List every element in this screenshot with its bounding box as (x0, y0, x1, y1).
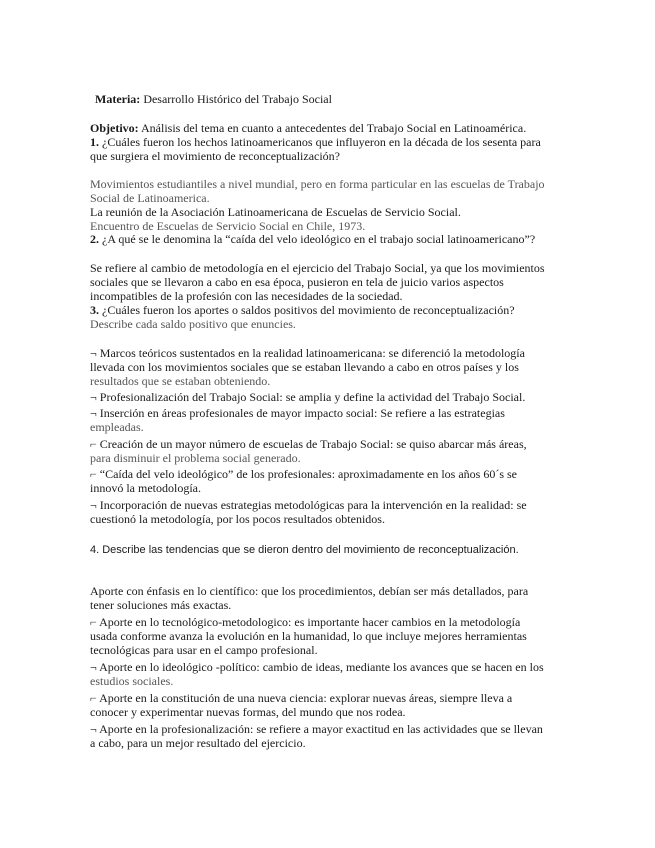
q3-line (90, 303, 515, 317)
q4-item-line: ⌐ Aporte en lo tecnológico-metodologico: es importante hacer cambios en la metodología (90, 615, 521, 629)
q3-item-line: para disminuir el problema social generado. (90, 451, 301, 465)
q4-item-line: estudios sociales. (90, 674, 174, 688)
q3-item-line: empleadas. (90, 420, 144, 434)
q3-item-line: llevada con los movimientos sociales que se estaban llevando a cabo en otros países y los (90, 360, 519, 374)
q2-text: ¿A qué se le denomina la “caída del velo ideológico en el trabajo social latinoamericano”? (102, 232, 536, 246)
q2-answer-1: Se refiere al cambio de metodología en el ejercicio del Trabajo Social, ya que los movimientos (90, 261, 545, 275)
q4-item-line: tecnológicas para usar en el campo profesional. (90, 643, 318, 657)
materia-value: Desarrollo Histórico del Trabajo Social (143, 92, 332, 106)
q3-item-line: ⌐ “Caída del velo ideológico” de los profesionales: aproximadamente en los años 60´s se (90, 467, 517, 481)
objetivo-label: Objetivo: (90, 121, 139, 135)
objetivo-line (90, 121, 526, 135)
q3-number: 3. (90, 303, 99, 317)
materia-line (95, 92, 332, 106)
q4-item-line: ¬ Aporte en la profesionalización: se refiere a mayor exactitud en las actividades que se llevan (90, 722, 543, 736)
q4-heading: 4. Describe las tendencias que se dieron dentro del movimiento de reconceptualización. (90, 544, 519, 556)
q1-answer-3: La reunión de la Asociación Latinoamericana de Escuelas de Servicio Social. (90, 205, 461, 219)
objetivo-text: Análisis del tema en cuanto a antecedentes del Trabajo Social en Latinoamérica. (141, 121, 527, 135)
q3-item-line: ¬ Profesionalización del Trabajo Social: se amplia y define la actividad del Trabajo Social. (90, 390, 526, 404)
q4-item-line: a cabo, para un mejor resultado del ejercicio. (90, 736, 306, 750)
materia-label: Materia: (95, 92, 141, 106)
q4-item-line: tener soluciones más exactas. (90, 598, 232, 612)
q1-number: 1. (90, 135, 99, 149)
q3-subtext: Describe cada saldo positivo que enuncies. (90, 317, 296, 331)
q3-text: ¿Cuáles fueron los aportes o saldos positivos del movimiento de reconceptualización? (102, 303, 515, 317)
q3-item-line: innovó la metodología. (90, 481, 201, 495)
q3-item-line: ¬ Marcos teóricos sustentados en la realidad latinoamericana: se diferenció la metodología (90, 346, 525, 360)
q4-item-line: conocer y experimentar nuevas formas, del mundo que nos rodea. (90, 705, 406, 719)
q1-answer-4: Encuentro de Escuelas de Servicio Social en Chile, 1973. (90, 219, 366, 233)
q3-item-line: ¬ Inserción en áreas profesionales de mayor impacto social: Se refiere a las estrategias (90, 406, 505, 420)
q2-number: 2. (90, 232, 99, 246)
q2-answer-2: sociales que se llevaron a cabo en esa época, pusieron en tela de juicio varios aspectos (90, 275, 504, 289)
q3-item-line: ⌐ Creación de un mayor número de escuelas de Trabajo Social: se quiso abarcar más áreas, (90, 437, 527, 451)
q4-item-line: ⌐ Aporte en la constitución de una nueva ciencia: explorar nuevas áreas, siempre lleva a (90, 691, 513, 705)
q1-answer-1: Movimientos estudiantiles a nivel mundial, pero en forma particular en las escuelas de Trabajo (90, 177, 545, 191)
q4-item-line: ¬ Aporte en lo ideológico -político: cambio de ideas, mediante los avances que se hacen en los (90, 660, 544, 674)
q1-text-2: que surgiera el movimiento de reconceptualización? (90, 149, 341, 163)
q3-item-line: ¬ Incorporación de nuevas estrategias metodológicas para la intervención en la realidad: se (90, 498, 527, 512)
q3-item-line: resultados que se estaban obteniendo. (90, 374, 271, 388)
q4-item-line: usada conforme avanza la evolución en la humanidad, lo que incluye mejores herramientas (90, 629, 527, 643)
q4-item-line: Aporte con énfasis en lo científico: que los procedimientos, debían ser más detallados, para (90, 584, 529, 598)
q2-line (90, 232, 535, 246)
q1-text-1: ¿Cuáles fueron los hechos latinoamericanos que influyeron en la década de los sesenta para (102, 135, 541, 149)
q1-answer-2: Social de Latinoamerica. (90, 191, 210, 205)
q2-answer-3: incompatibles de la profesión con las necesidades de la sociedad. (90, 289, 403, 303)
q3-item-line: cuestionó la metodología, por los pocos resultados obtenidos. (90, 512, 385, 526)
q1-line1 (90, 135, 541, 149)
